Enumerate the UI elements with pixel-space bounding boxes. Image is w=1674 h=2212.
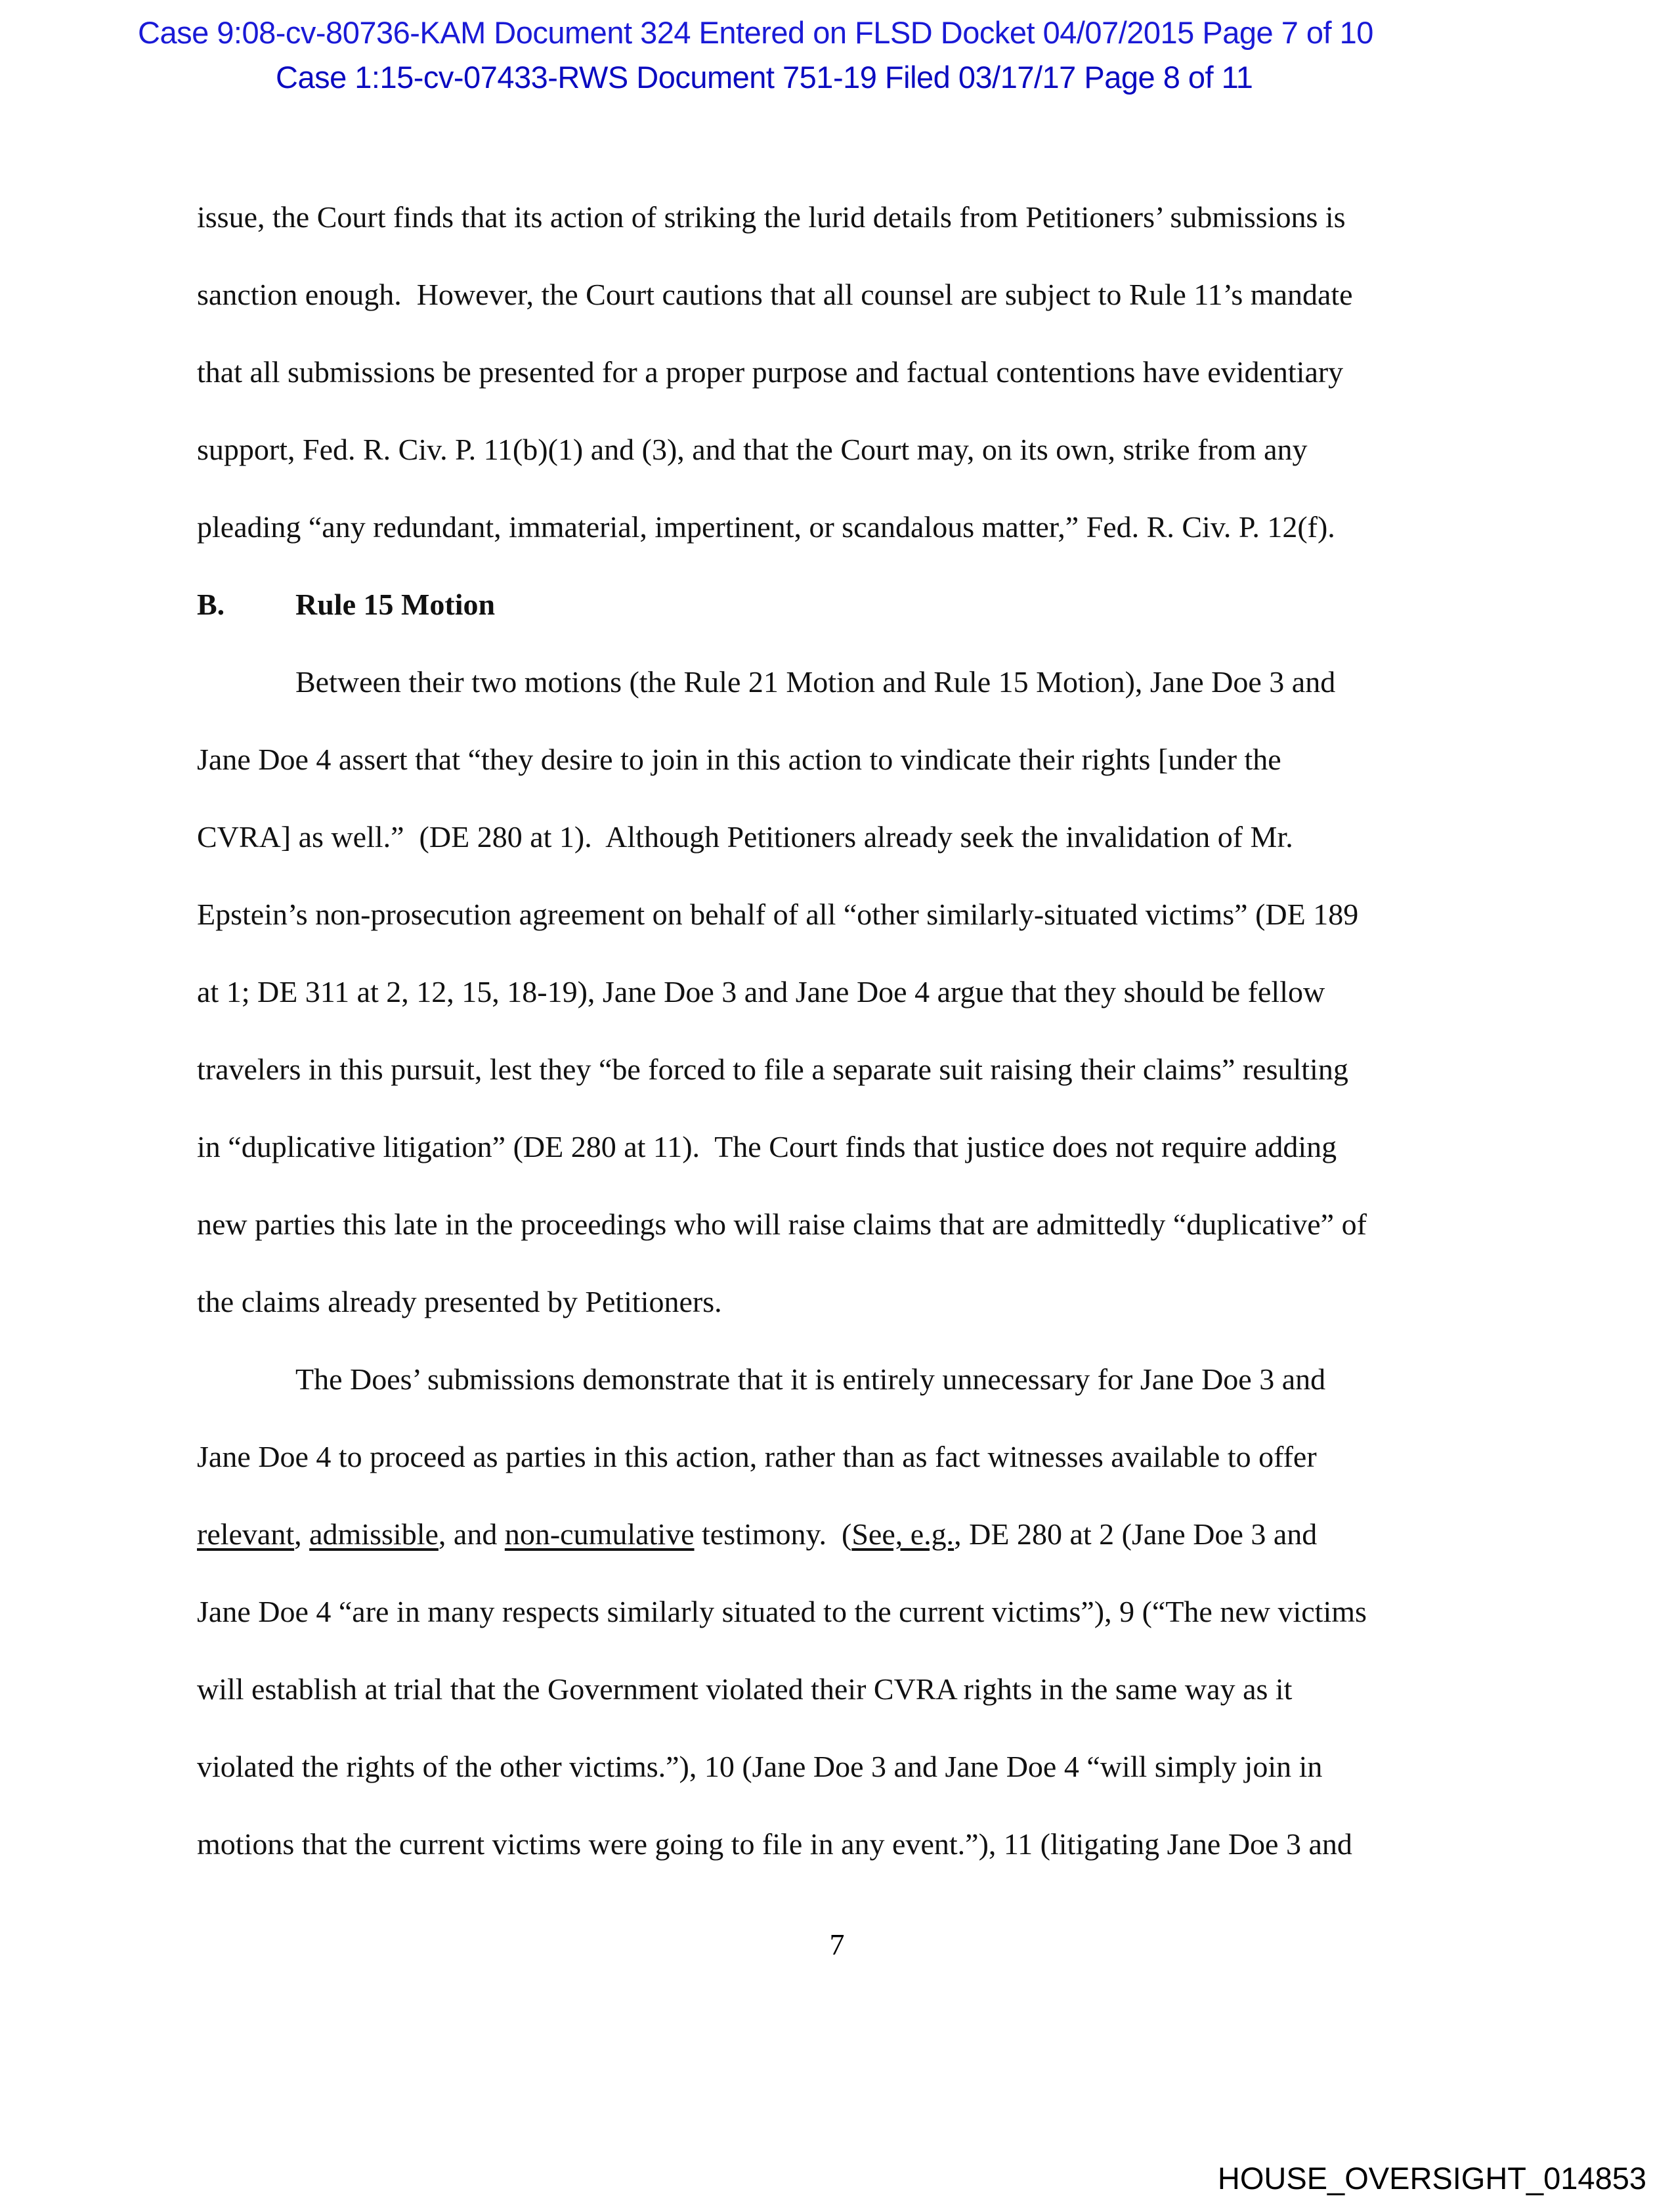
text-line xyxy=(197,969,1484,1047)
text-segment: support, Fed. R. Civ. P. 11(b)(1) and (3), and that the Court may, on its own, strike from any xyxy=(197,433,1308,466)
text-line xyxy=(197,1589,1484,1666)
text-segment: new parties this late in the proceedings who will raise claims that are admittedly “duplicative” of xyxy=(197,1207,1367,1241)
filing-stamp-header: Case 9:08-cv-80736-KAM Document 324 Entered on FLSD Docket 04/07/2015 Page 7 of 10 xyxy=(138,15,1373,50)
text-line xyxy=(197,737,1484,814)
text-line xyxy=(197,1511,1484,1589)
underlined-text: See, e.g. xyxy=(851,1517,955,1551)
section-heading xyxy=(197,582,1484,659)
text-line xyxy=(197,1356,1484,1434)
text-segment: issue, the Court finds that its action of striking the lurid details from Petitioners’ submissions is xyxy=(197,200,1346,234)
text-segment: CVRA] as well.” (DE 280 at 1). Although Petitioners already seek the invalidation of Mr. xyxy=(197,820,1293,854)
text-segment: travelers in this pursuit, lest they “be forced to file a separate suit raising their claims” resulting xyxy=(197,1052,1348,1086)
text-line xyxy=(197,1124,1484,1202)
text-line xyxy=(197,1202,1484,1279)
text-line xyxy=(197,504,1484,582)
text-line xyxy=(197,1279,1484,1356)
document-body xyxy=(197,194,1484,1899)
text-segment: violated the rights of the other victims.”), 10 (Jane Doe 3 and Jane Doe 4 “will simply join in xyxy=(197,1750,1323,1783)
text-line xyxy=(197,814,1484,892)
text-segment: in “duplicative litigation” (DE 280 at 11). The Court finds that justice does not require adding xyxy=(197,1130,1337,1163)
text-line xyxy=(197,349,1484,427)
text-line xyxy=(197,272,1484,349)
underlined-text: admissible xyxy=(309,1517,439,1551)
underlined-text: non-cumulative xyxy=(504,1517,695,1551)
page-number: 7 xyxy=(829,1928,845,1961)
text-segment: Jane Doe 4 “are in many respects similarly situated to the current victims”), 9 (“The new victims xyxy=(197,1595,1367,1628)
text-segment: Jane Doe 4 to proceed as parties in this action, rather than as fact witnesses available to offer xyxy=(197,1440,1317,1473)
text-segment: pleading “any redundant, immaterial, impertinent, or scandalous matter,” Fed. R. Civ. P. 12(f). xyxy=(197,510,1335,544)
text-segment: Jane Doe 4 assert that “they desire to join in this action to vindicate their rights [under the xyxy=(197,743,1281,776)
section-number: B. xyxy=(197,588,225,621)
text-segment: sanction enough. However, the Court cautions that all counsel are subject to Rule 11’s mandate xyxy=(197,278,1353,311)
section-title: Rule 15 Motion xyxy=(295,588,496,621)
text-segment: The Does’ submissions demonstrate that it is entirely unnecessary for Jane Doe 3 and xyxy=(295,1362,1326,1396)
text-line xyxy=(197,1434,1484,1511)
text-segment: that all submissions be presented for a proper purpose and factual contentions have evidentiary xyxy=(197,355,1344,389)
text-line xyxy=(197,892,1484,969)
text-segment: , DE 280 at 2 (Jane Doe 3 and xyxy=(954,1517,1318,1551)
text-segment: testimony. ( xyxy=(694,1517,852,1551)
text-line xyxy=(197,427,1484,504)
text-segment: Epstein’s non-prosecution agreement on behalf of all “other similarly-situated victims” (DE 189 xyxy=(197,898,1359,931)
filing-stamp-header-second: Case 1:15-cv-07433-RWS Document 751-19 Filed 03/17/17 Page 8 of 11 xyxy=(276,60,1253,95)
text-segment: , and xyxy=(438,1517,505,1551)
text-line xyxy=(197,1821,1484,1899)
text-segment: at 1; DE 311 at 2, 12, 15, 18-19), Jane Doe 3 and Jane Doe 4 argue that they should be fellow xyxy=(197,975,1325,1008)
text-segment: the claims already presented by Petitioners. xyxy=(197,1285,722,1318)
text-segment: will establish at trial that the Government violated their CVRA rights in the same way as it xyxy=(197,1672,1293,1706)
bates-number: HOUSE_OVERSIGHT_014853 xyxy=(1217,2161,1646,2196)
text-line xyxy=(197,1744,1484,1821)
text-line xyxy=(197,659,1484,737)
text-segment: Between their two motions (the Rule 21 Motion and Rule 15 Motion), Jane Doe 3 and xyxy=(295,665,1336,699)
text-line xyxy=(197,1666,1484,1744)
text-segment: motions that the current victims were going to file in any event.”), 11 (litigating Jane Doe 3 and xyxy=(197,1827,1352,1861)
text-line xyxy=(197,194,1484,272)
text-line xyxy=(197,1047,1484,1124)
underlined-text: relevant xyxy=(197,1517,295,1551)
text-segment: , xyxy=(294,1517,310,1551)
